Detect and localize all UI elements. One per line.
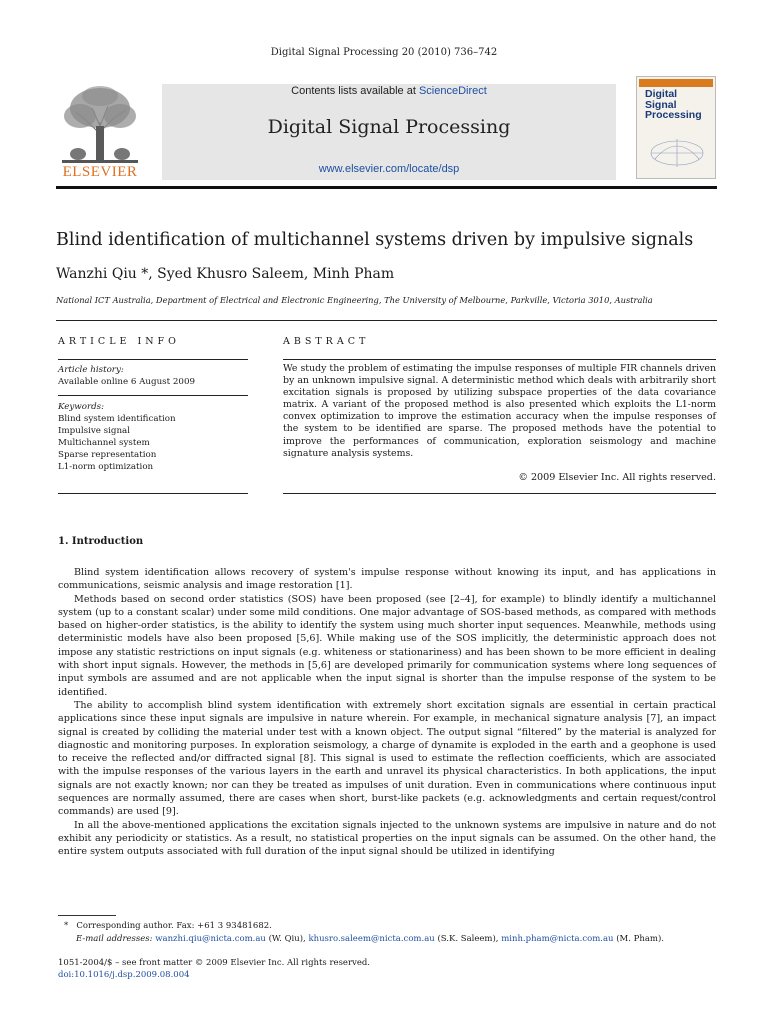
elsevier-tree-logo xyxy=(56,82,144,164)
footnote-rule xyxy=(58,915,116,916)
cover-illustration xyxy=(645,129,709,174)
issn-line: 1051-2004/$ – see front matter © 2009 Elsevier Inc. All rights reserved. xyxy=(58,958,371,968)
corresponding-author-note xyxy=(64,921,272,931)
introduction-body xyxy=(58,566,716,859)
email-name: (W. Qiu), xyxy=(268,934,306,944)
journal-title: Digital Signal Processing xyxy=(267,116,511,138)
cover-title-line: Digital xyxy=(645,88,678,100)
publisher-name: ELSEVIER xyxy=(62,164,138,180)
body-paragraph: Blind system identification allows recovery of system's impulse response without knowing its input, and has applications in communications, seismic analysis and image restoration [1]. xyxy=(58,567,716,592)
keyword-item: Blind system identification xyxy=(58,414,176,424)
cover-band xyxy=(639,79,713,87)
introduction-heading: 1. Introduction xyxy=(58,536,144,547)
article-title: Blind identification of multichannel systems driven by impulsive signals xyxy=(56,230,694,250)
history-label: Article history: xyxy=(58,365,124,375)
doi-link[interactable]: doi:10.1016/j.dsp.2009.08.004 xyxy=(58,970,190,980)
keywords-label: Keywords: xyxy=(58,402,105,412)
article-info-rule xyxy=(58,359,248,360)
corresponding-text: Corresponding author. Fax: +61 3 93481682. xyxy=(76,921,272,931)
email-link-pham[interactable]: minh.pham@nicta.com.au xyxy=(501,934,614,944)
keyword-item: Impulsive signal xyxy=(58,426,131,436)
keyword-item: L1-norm optimization xyxy=(58,462,154,472)
body-paragraph: In all the above-mentioned applications the excitation signals injected to the unknown systems are impulsive in nature and do not exhibit any periodicity or statistics. As a result, no statistical properties on the input signals can be assumed. On the other hand, the entire system outputs associated with full duration of the input signal should be utilized in identifying xyxy=(58,819,716,858)
cover-title xyxy=(645,89,715,121)
section-rule xyxy=(56,320,717,321)
header-rule xyxy=(56,186,717,189)
keywords-list xyxy=(58,413,176,473)
journal-cover-thumbnail xyxy=(636,76,716,179)
email-addresses-note xyxy=(76,934,664,944)
contents-line xyxy=(162,84,616,98)
journal-banner xyxy=(162,84,616,180)
abstract-heading: ABSTRACT xyxy=(283,336,370,347)
abstract-bottom-rule xyxy=(283,493,716,494)
email-link-qiu[interactable]: wanzhi.qiu@nicta.com.au xyxy=(155,934,266,944)
article-info-heading: ARTICLE INFO xyxy=(58,336,180,347)
history-value: Available online 6 August 2009 xyxy=(58,377,196,387)
abstract-copyright: © 2009 Elsevier Inc. All rights reserved. xyxy=(518,472,716,483)
journal-url-link[interactable]: www.elsevier.com/locate/dsp xyxy=(318,163,460,175)
article-info-bottom-rule xyxy=(58,493,248,494)
keyword-item: Multichannel system xyxy=(58,438,150,448)
abstract-rule xyxy=(283,359,716,360)
keywords-rule xyxy=(58,395,248,396)
cover-title-line: Processing xyxy=(645,109,702,121)
body-paragraph: The ability to accomplish blind system identification with extremely short excitation signals are essential in certain practical applications since these input signals are impulsive in nature wherein. For example, in mechanical signature analysis [7], an impact signal is created by colliding the material under test with a known object. The output signal “filtered” by the material is analyzed for diagnostic and monitoring purposes. In exploration seismology, a charge of dynamite is exploded in the earth and a geophone is used to receive the reflected and/or diffracted signal [8]. This signal is used to estimate the reflection coefficients, which are associated with the impulse responses of the various layers in the earth and unravel its physical characteristics. In both applications, the input signals are not exactly known; nor can they be treated as impulses of unit duration. Even in communications where continuous input sequences are normally assumed, there are cases when short, burst-like packets (e.g. acknowledgments and certain request/control commands) are used [9]. xyxy=(58,699,716,818)
abstract-text: We study the problem of estimating the impulse responses of multiple FIR channels driven by an unknown impulsive signal. A deterministic method which deals with arbitrarily short excitation signals is proposed by utilizing subspace properties of the data covariance matrix. A variant of the proposed method is also presented which exploits the L1-norm convex optimization to improve the estimation accuracy when the impulse responses of the system to be identified are sparse. The proposed methods have the potential to improve the performances of communication, exploration seismology and machine signature analysis systems. xyxy=(283,363,716,459)
body-paragraph: Methods based on second order statistics (SOS) have been proposed (see [2–4], for example) to blindly identify a multichannel system (up to a constant scalar) under some mild conditions. One major advantage of SOS-based methods, as compared with methods based on higher-order statistics, is the ability to identify the system using much shorter input sequences. Meanwhile, methods using deterministic models have also been proposed [5,6]. While making use of the SOS implicitly, the deterministic approach does not impose any statistic restrictions on input signals (e.g. whiteness or stationariness) and has been shown to be more efficient in dealing with short input signals. However, the methods in [5,6] are developed primarily for communication systems where long sequences of input symbols are assumed and are not applicable when the input signal is shorter than the impulse response of the system to be identified. xyxy=(58,593,716,698)
keyword-item: Sparse representation xyxy=(58,450,157,460)
sciencedirect-link[interactable]: ScienceDirect xyxy=(418,85,487,97)
article-authors: Wanzhi Qiu *, Syed Khusro Saleem, Minh Pham xyxy=(56,266,395,282)
cover-title-line: Signal xyxy=(645,98,677,111)
email-name: (M. Pham). xyxy=(616,934,664,944)
email-label: E-mail addresses: xyxy=(76,934,153,944)
footnote-star: * xyxy=(64,921,69,931)
contents-prefix: Contents lists available at xyxy=(291,85,416,97)
author-affiliation: National ICT Australia, Department of Electrical and Electronic Engineering, The University of Melbourne, Parkville, Victoria 3010, Australia xyxy=(56,295,653,305)
email-link-saleem[interactable]: khusro.saleem@nicta.com.au xyxy=(308,934,435,944)
journal-citation: Digital Signal Processing 20 (2010) 736–742 xyxy=(270,47,498,58)
email-name: (S.K. Saleem), xyxy=(437,934,499,944)
